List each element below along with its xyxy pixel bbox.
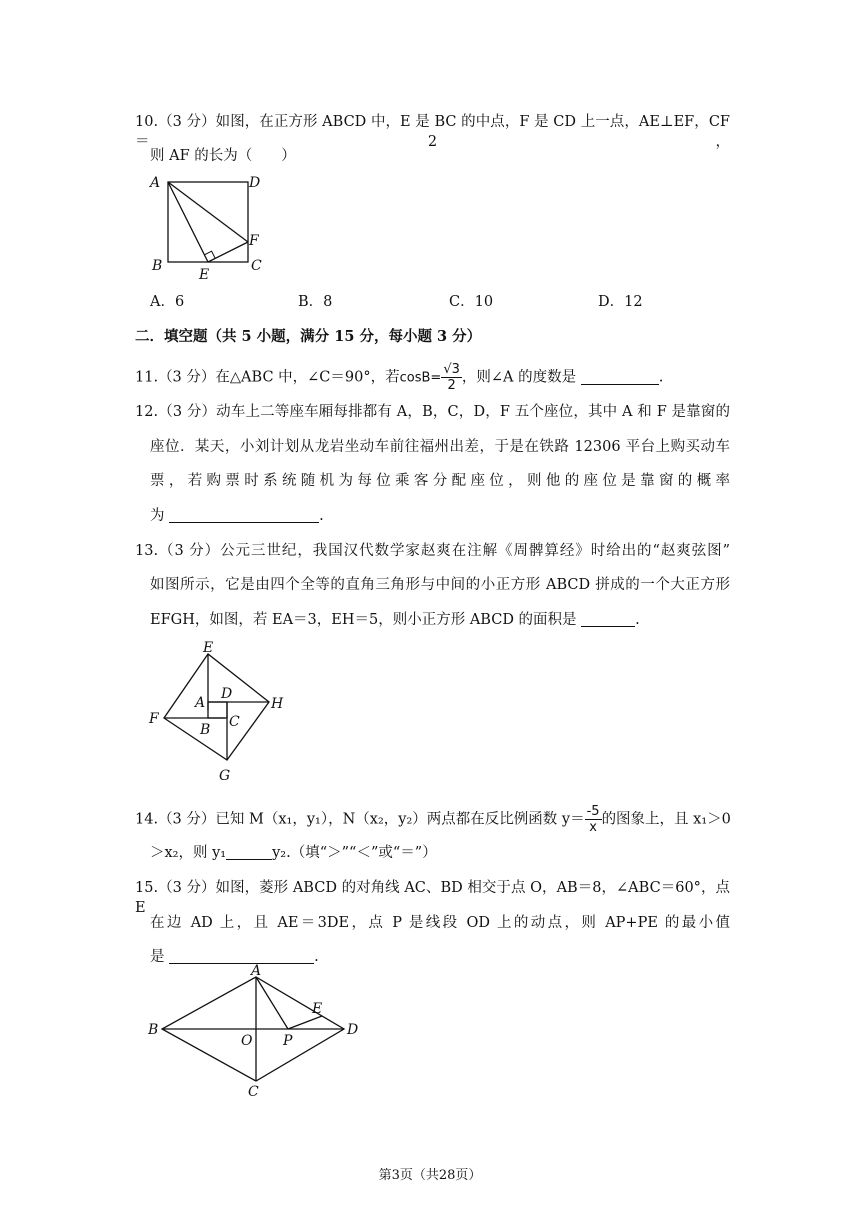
q10-option-c: C．10 xyxy=(449,294,494,310)
q12-line4: 为 . xyxy=(150,508,324,524)
q10-option-a: A．6 xyxy=(150,294,185,310)
q15-figure xyxy=(145,963,375,1100)
q12-line2: 座位．某天，小刘计划从龙岩坐动车前往福州出差，于是在铁路 12306 平台上购买动车 xyxy=(150,439,730,455)
q10-option-b: B．8 xyxy=(298,294,333,310)
q15-answer-blank xyxy=(169,949,314,964)
q13-label-e: E xyxy=(203,640,214,656)
q10-label-f: F xyxy=(249,233,259,249)
q10-figure xyxy=(140,170,280,285)
q15-line3: 是 . xyxy=(150,949,319,965)
section-title: 二．填空题（共 5 小题，满分 15 分，每小题 3 分） xyxy=(135,328,482,345)
q15-label-o: O xyxy=(241,1033,253,1049)
q10-line1: 10.（3 分）如图，在正方形 ABCD 中，E 是 BC 的中点，F 是 CD 上一点，AE⊥EF，CF＝2， xyxy=(135,114,730,150)
q10-option-d: D．12 xyxy=(598,294,643,310)
q14-line1: 14.（3 分）已知 M（x₁，y₁），N（x₂，y₂）两点都在反比例函数 y＝ $\frac{-5}{x}$ 的图象上，且 x₁＞0 xyxy=(135,804,731,835)
q15-label-c: C xyxy=(248,1084,259,1100)
q10-label-a: A xyxy=(150,175,161,191)
q14-fraction: $\frac{-5}{x}$ xyxy=(586,804,600,835)
q13-answer-blank xyxy=(581,612,635,627)
q13-label-h: H xyxy=(271,696,284,712)
q15-label-b: B xyxy=(148,1022,159,1038)
q13-line1: 13.（3 分）公元三世纪，我国汉代数学家赵爽在注解《周髀算经》时给出的“赵爽弦图” xyxy=(135,543,730,559)
q11-line: 11.（3 分）在△ABC 中，∠C＝90°，若cosB= $\frac{√3}{2}$ ，则∠A 的度数是 . xyxy=(135,362,664,393)
q10-label-d: D xyxy=(249,175,261,191)
q12-answer-blank xyxy=(169,508,319,523)
q11-fraction: $\frac{√3}{2}$ xyxy=(443,362,460,393)
q15-label-a: A xyxy=(251,963,262,979)
page-footer: 第3页（共28页） xyxy=(378,1168,482,1183)
q13-label-a: A xyxy=(195,695,206,711)
q10-label-e: E xyxy=(199,267,210,283)
q12-line3: 票，若购票时系统随机为每位乘客分配座位，则他的座位是靠窗的概率 xyxy=(150,473,730,489)
q13-label-c: C xyxy=(229,714,240,730)
q12-line1: 12.（3 分）动车上二等座车厢每排都有 A，B，C，D，F 五个座位，其中 A 和 F 是靠窗的 xyxy=(135,404,730,420)
q13-label-d: D xyxy=(221,686,233,702)
q11-answer-blank xyxy=(581,370,659,385)
q13-figure xyxy=(145,640,295,785)
q10-label-b: B xyxy=(152,258,163,274)
q10-label-c: C xyxy=(251,258,262,274)
q13-line2: 如图所示，它是由四个全等的直角三角形与中间的小正方形 ABCD 拼成的一个大正方形 xyxy=(150,577,730,593)
q15-label-d: D xyxy=(347,1022,359,1038)
q15-label-p: P xyxy=(283,1033,293,1049)
q14-line2: ＞x₂，则 y₁ y₂.（填“＞”“＜”或“＝”） xyxy=(150,845,437,861)
q13-label-f: F xyxy=(149,711,159,727)
q13-label-b: B xyxy=(200,722,211,738)
q15-line2: 在边 AD 上，且 AE＝3DE，点 P 是线段 OD 上的动点，则 AP+PE 的最小值 xyxy=(150,915,730,931)
q15-line1: 15.（3 分）如图，菱形 ABCD 的对角线 AC、BD 相交于点 O，AB＝8，∠ABC＝60°，点 E xyxy=(135,880,730,916)
q13-line3: EFGH，如图，若 EA＝3，EH＝5，则小正方形 ABCD 的面积是 . xyxy=(150,612,640,628)
q10-line2: 则 AF 的长为（ ） xyxy=(150,148,296,164)
q15-label-e: E xyxy=(312,1001,323,1017)
q13-label-g: G xyxy=(219,768,231,784)
q14-answer-blank xyxy=(226,845,272,860)
